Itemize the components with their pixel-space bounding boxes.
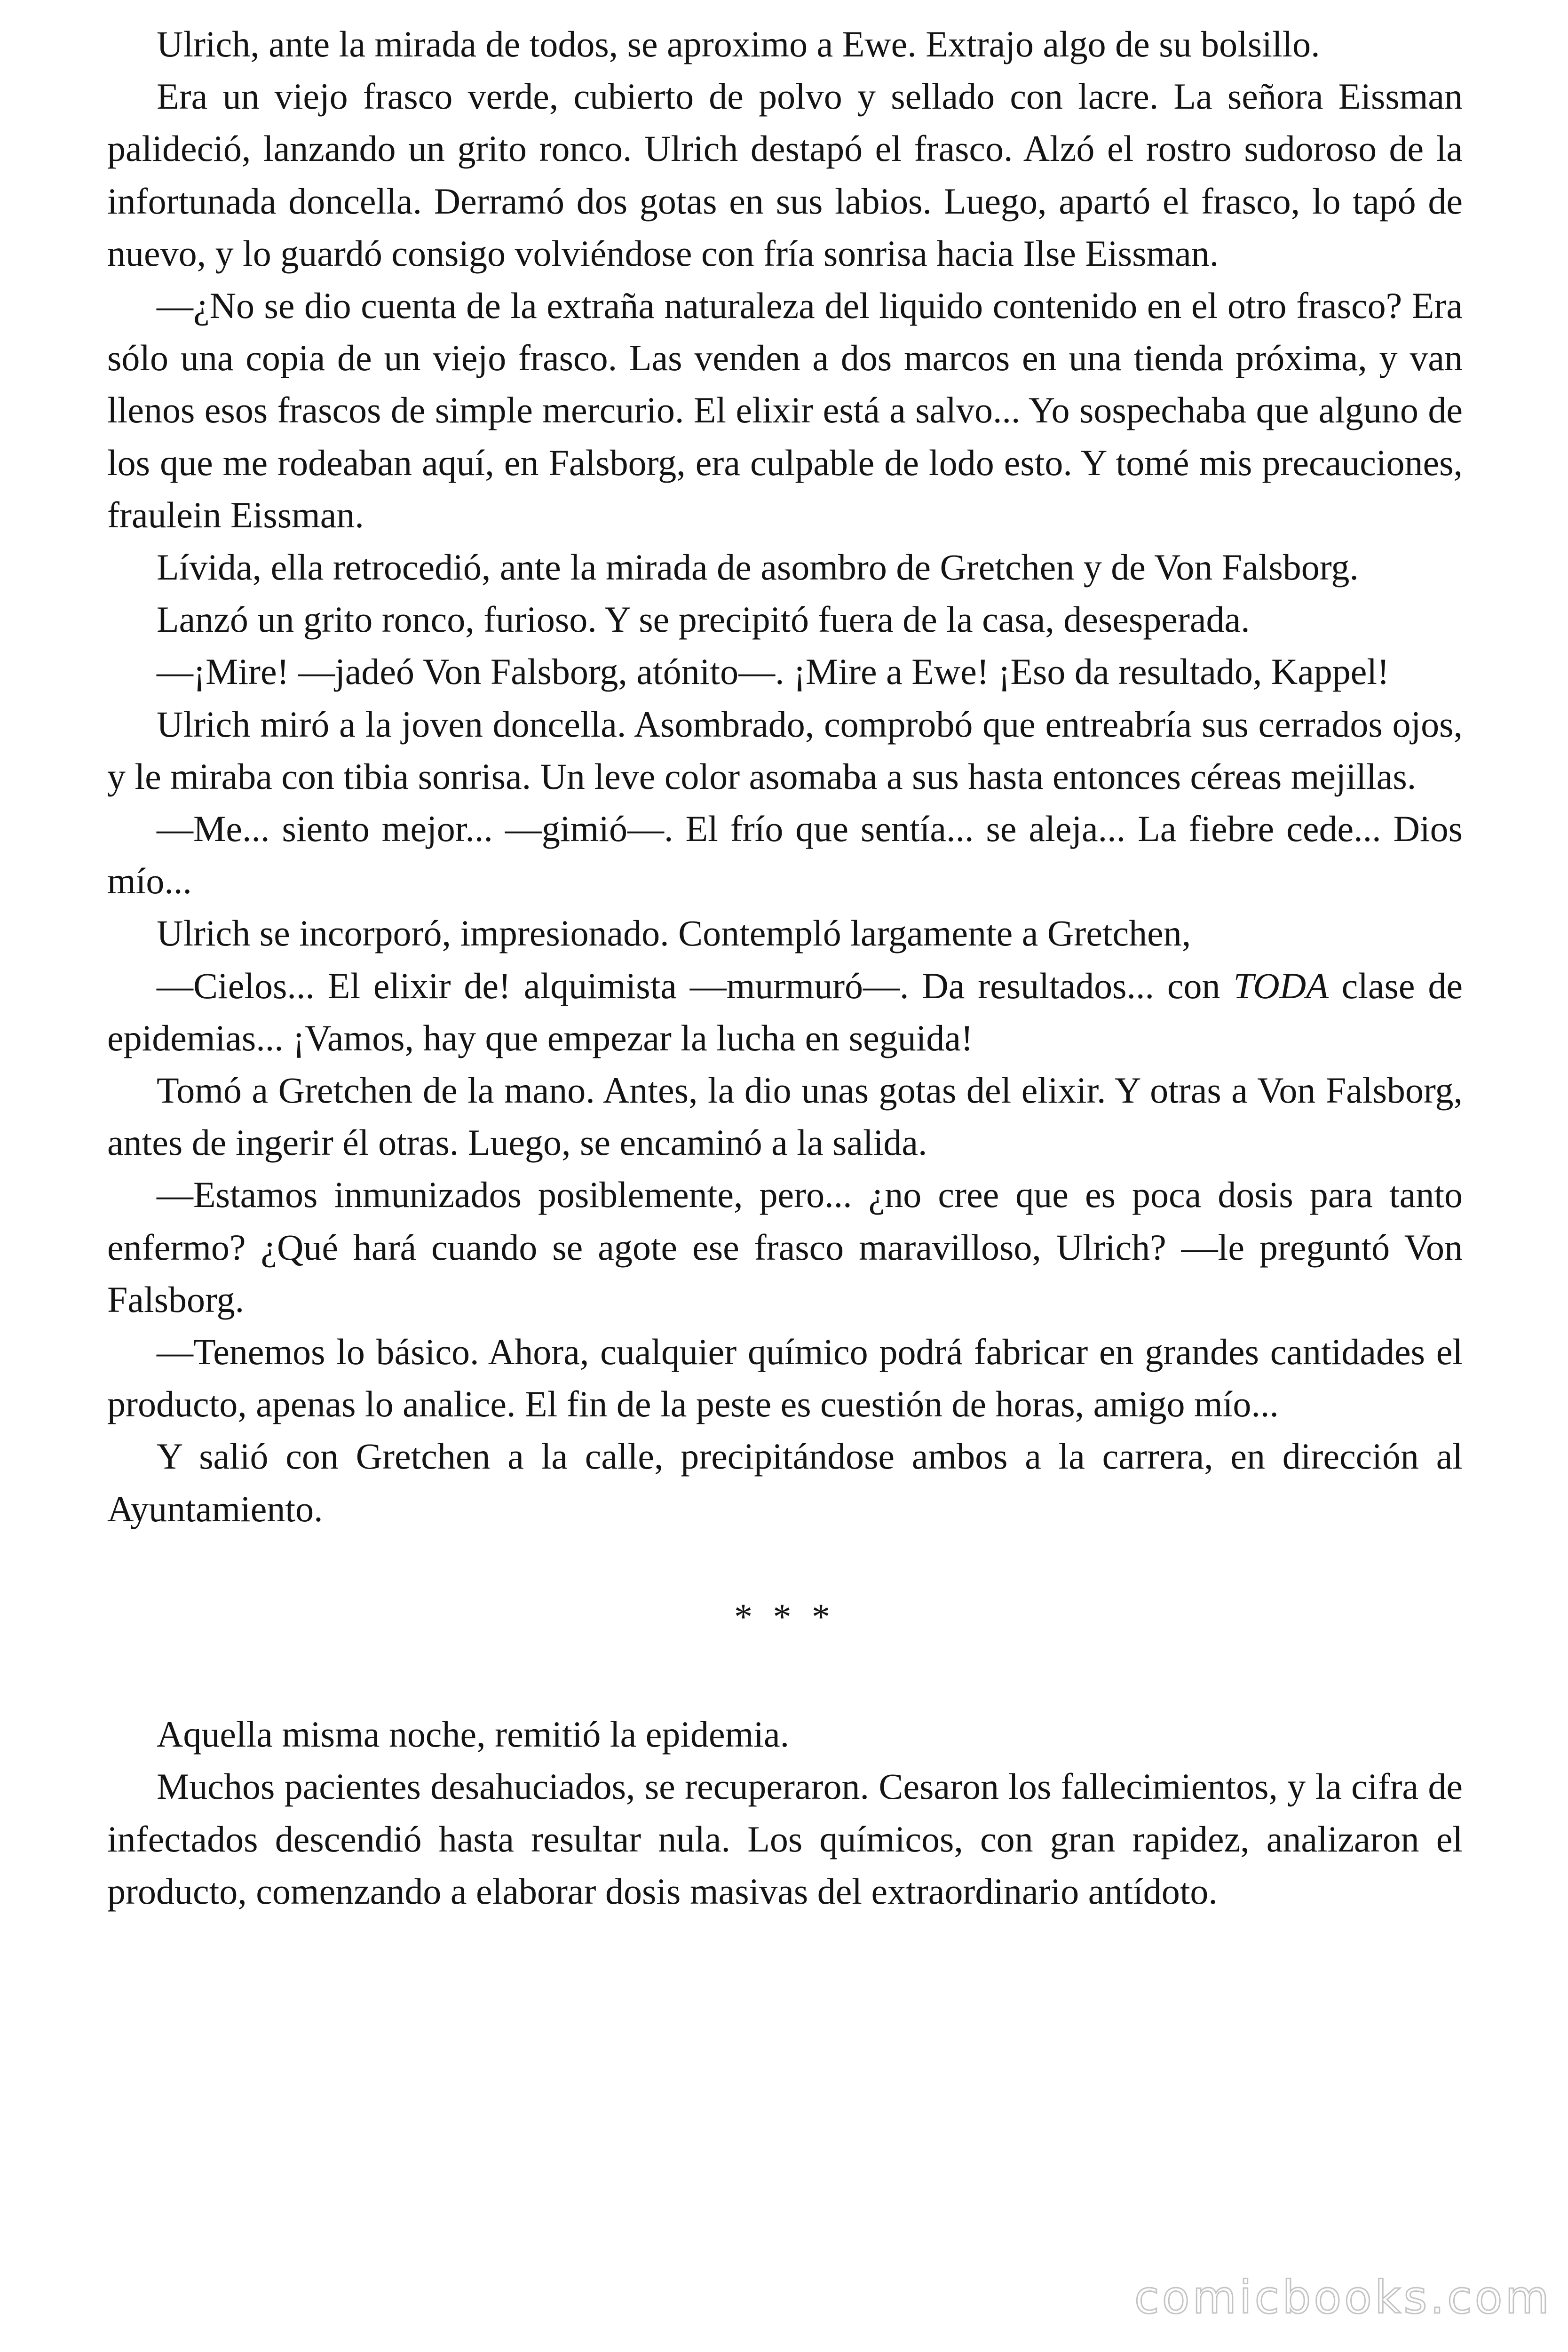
paragraph: Ulrich se incorporó, impresionado. Contempló largamente a Gretchen, [157,913,1191,954]
section-separator: * * * [734,1596,836,1637]
paragraph: Y salió con Gretchen a la calle, precipitándose ambos a la carrera, en dirección al Ayuntamiento. [107,1436,1463,1529]
paragraph: Tomó a Gretchen de la mano. Antes, la dio unas gotas del elixir. Y otras a Von Falsborg, antes de ingerir él otras. Luego, se encaminó a la salida. [107,1070,1463,1163]
watermark: comicbooks.com [1134,2271,1552,2324]
paragraph: —Estamos inmunizados posiblemente, pero... ¿no cree que es poca dosis para tanto enfermo? ¿Qué hará cuando se agote ese frasco maravilloso, Ulrich? —le preguntó Von Falsborg. [107,1174,1463,1320]
paragraph: Ulrich, ante la mirada de todos, se aproximo a Ewe. Extrajo algo de su bolsillo. [157,24,1320,64]
paragraph: —¿No se dio cuenta de la extraña naturaleza del liquido contenido en el otro frasco? Era sólo una copia de un viejo frasco. Las venden a dos marcos en una tienda próxima, y van llenos esos frascos de simple mercurio. El elixir está a salvo... Yo sospechaba que alguno de los que me rodeaban aquí, en Falsborg, era culpable de lodo esto. Y tomé mis precauciones, fraulein Eissman. [107,285,1463,535]
paragraph: Aquella misma noche, remitió la epidemia. [157,1714,790,1755]
paragraph: Lanzó un grito ronco, furioso. Y se precipitó fuera de la casa, desesperada. [157,599,1250,640]
paragraph: Ulrich miró a la joven doncella. Asombrado, comprobó que entreabría sus cerrados ojos, y le miraba con tibia sonrisa. Un leve color asomaba a sus hasta entonces céreas mejillas. [107,703,1463,797]
paragraph: —Me... siento mejor... —gimió—. El frío que sentía... se aleja... La fiebre cede... Dios mío... [107,808,1463,902]
paragraph-text: —Cielos... El elixir de! alquimista —murmuró—. Da resultados... con [157,965,1234,1006]
book-page [107,18,1463,1917]
paragraph: Muchos pacientes desahuciados, se recuperaron. Cesaron los fallecimientos, y la cifra de infectados descendió hasta resultar nula. Los químicos, con gran rapidez, analizaron el producto, comenzando a elaborar dosis masivas del extraordinario antídoto. [107,1766,1463,1912]
paragraph: Lívida, ella retrocedió, ante la mirada de asombro de Gretchen y de Von Falsborg. [157,547,1359,588]
italic-emphasis: TODA [1233,965,1329,1006]
paragraph-epidemics [107,960,1463,1064]
paragraph: —¡Mire! —jadeó Von Falsborg, atónito—. ¡Mire a Ewe! ¡Eso da resultado, Kappel! [157,651,1390,692]
paragraph: —Tenemos lo básico. Ahora, cualquier químico podrá fabricar en grandes cantidades el producto, apenas lo analice. El fin de la peste es cuestión de horas, amigo mío... [107,1331,1463,1425]
paragraph: Era un viejo frasco verde, cubierto de polvo y sellado con lacre. La señora Eissman palideció, lanzando un grito ronco. Ulrich destapó el frasco. Alzó el rostro sudoroso de la infortunada doncella. Derramó dos gotas en sus labios. Luego, apartó el frasco, lo tapó de nuevo, y lo guardó consigo volviéndose con fría sonrisa hacia Ilse Eissman. [107,76,1463,274]
paragraph-text: clase de epidemias... ¡Vamos, hay que empezar la lucha en seguida! [107,965,1463,1058]
